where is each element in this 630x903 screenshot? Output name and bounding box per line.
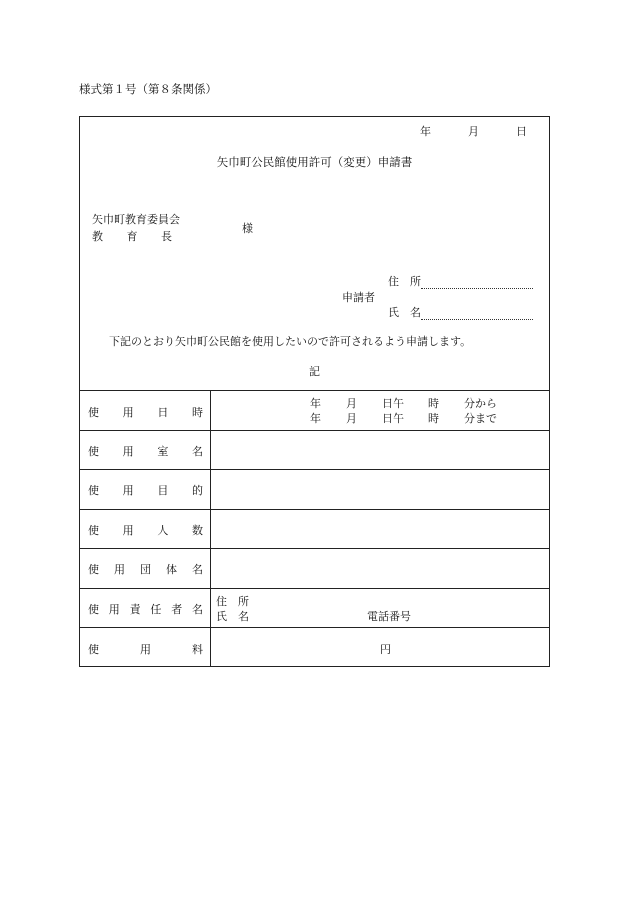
form-number-label: 様式第１号（第８条関係） xyxy=(79,82,217,96)
datetime-to-line: 年 月 日午 時 分まで xyxy=(310,412,497,425)
form-title: 矢巾町公民館使用許可（変更）申請書 xyxy=(216,155,413,169)
addressee-char: 育 xyxy=(126,230,138,243)
responsible-name-label: 氏 名 xyxy=(216,610,249,623)
addressee-char: 教 xyxy=(92,230,103,243)
date-field[interactable] xyxy=(420,123,527,139)
year-label: 年 xyxy=(420,125,431,138)
addressee-char: 長 xyxy=(161,230,172,243)
row-label-fee: 使 用 料 xyxy=(88,643,203,656)
phone-number-label: 電話番号 xyxy=(367,610,411,623)
applicant-label: 申請者 xyxy=(342,291,375,304)
addressee-org: 矢巾町教育委員会 xyxy=(92,213,180,226)
honorific: 様 xyxy=(242,222,253,235)
responsible-person-input[interactable] xyxy=(210,588,551,627)
month-label: 月 xyxy=(468,125,479,138)
group-name-input[interactable] xyxy=(210,548,551,588)
ki-label: 記 xyxy=(309,365,320,378)
applicant-name-label: 氏 名 xyxy=(388,306,421,319)
addressee-title xyxy=(92,228,172,244)
yen-unit: 円 xyxy=(380,643,391,656)
purpose-input[interactable] xyxy=(210,469,551,509)
row-label-headcount: 使 用 人 数 xyxy=(88,524,203,537)
row-label-room-name: 使 用 室 名 xyxy=(88,445,203,458)
applicant-address-field[interactable] xyxy=(388,273,533,289)
applicant-name-field[interactable] xyxy=(388,304,533,320)
headcount-input[interactable] xyxy=(210,509,551,548)
application-statement: 下記のとおり矢巾町公民館を使用したいので許可されるよう申請します。 xyxy=(109,335,472,348)
datetime-from-line: 年 月 日午 時 分から xyxy=(310,397,497,410)
application-form xyxy=(79,116,550,667)
applicant-address-label: 住 所 xyxy=(388,275,421,288)
applicant-name-line xyxy=(421,319,533,320)
responsible-address-label: 住 所 xyxy=(216,595,249,608)
row-label-responsible-person: 使 用 責 任 者 名 xyxy=(88,603,203,616)
row-label-purpose: 使 用 目 的 xyxy=(88,484,203,497)
applicant-address-line xyxy=(421,288,533,289)
fee-input[interactable] xyxy=(210,627,551,668)
row-label-usage-datetime: 使 用 日 時 xyxy=(88,406,203,419)
day-label: 日 xyxy=(516,125,527,138)
room-name-input[interactable] xyxy=(210,430,551,469)
usage-datetime-input[interactable] xyxy=(210,390,551,430)
row-label-group-name: 使 用 団 体 名 xyxy=(88,563,203,576)
